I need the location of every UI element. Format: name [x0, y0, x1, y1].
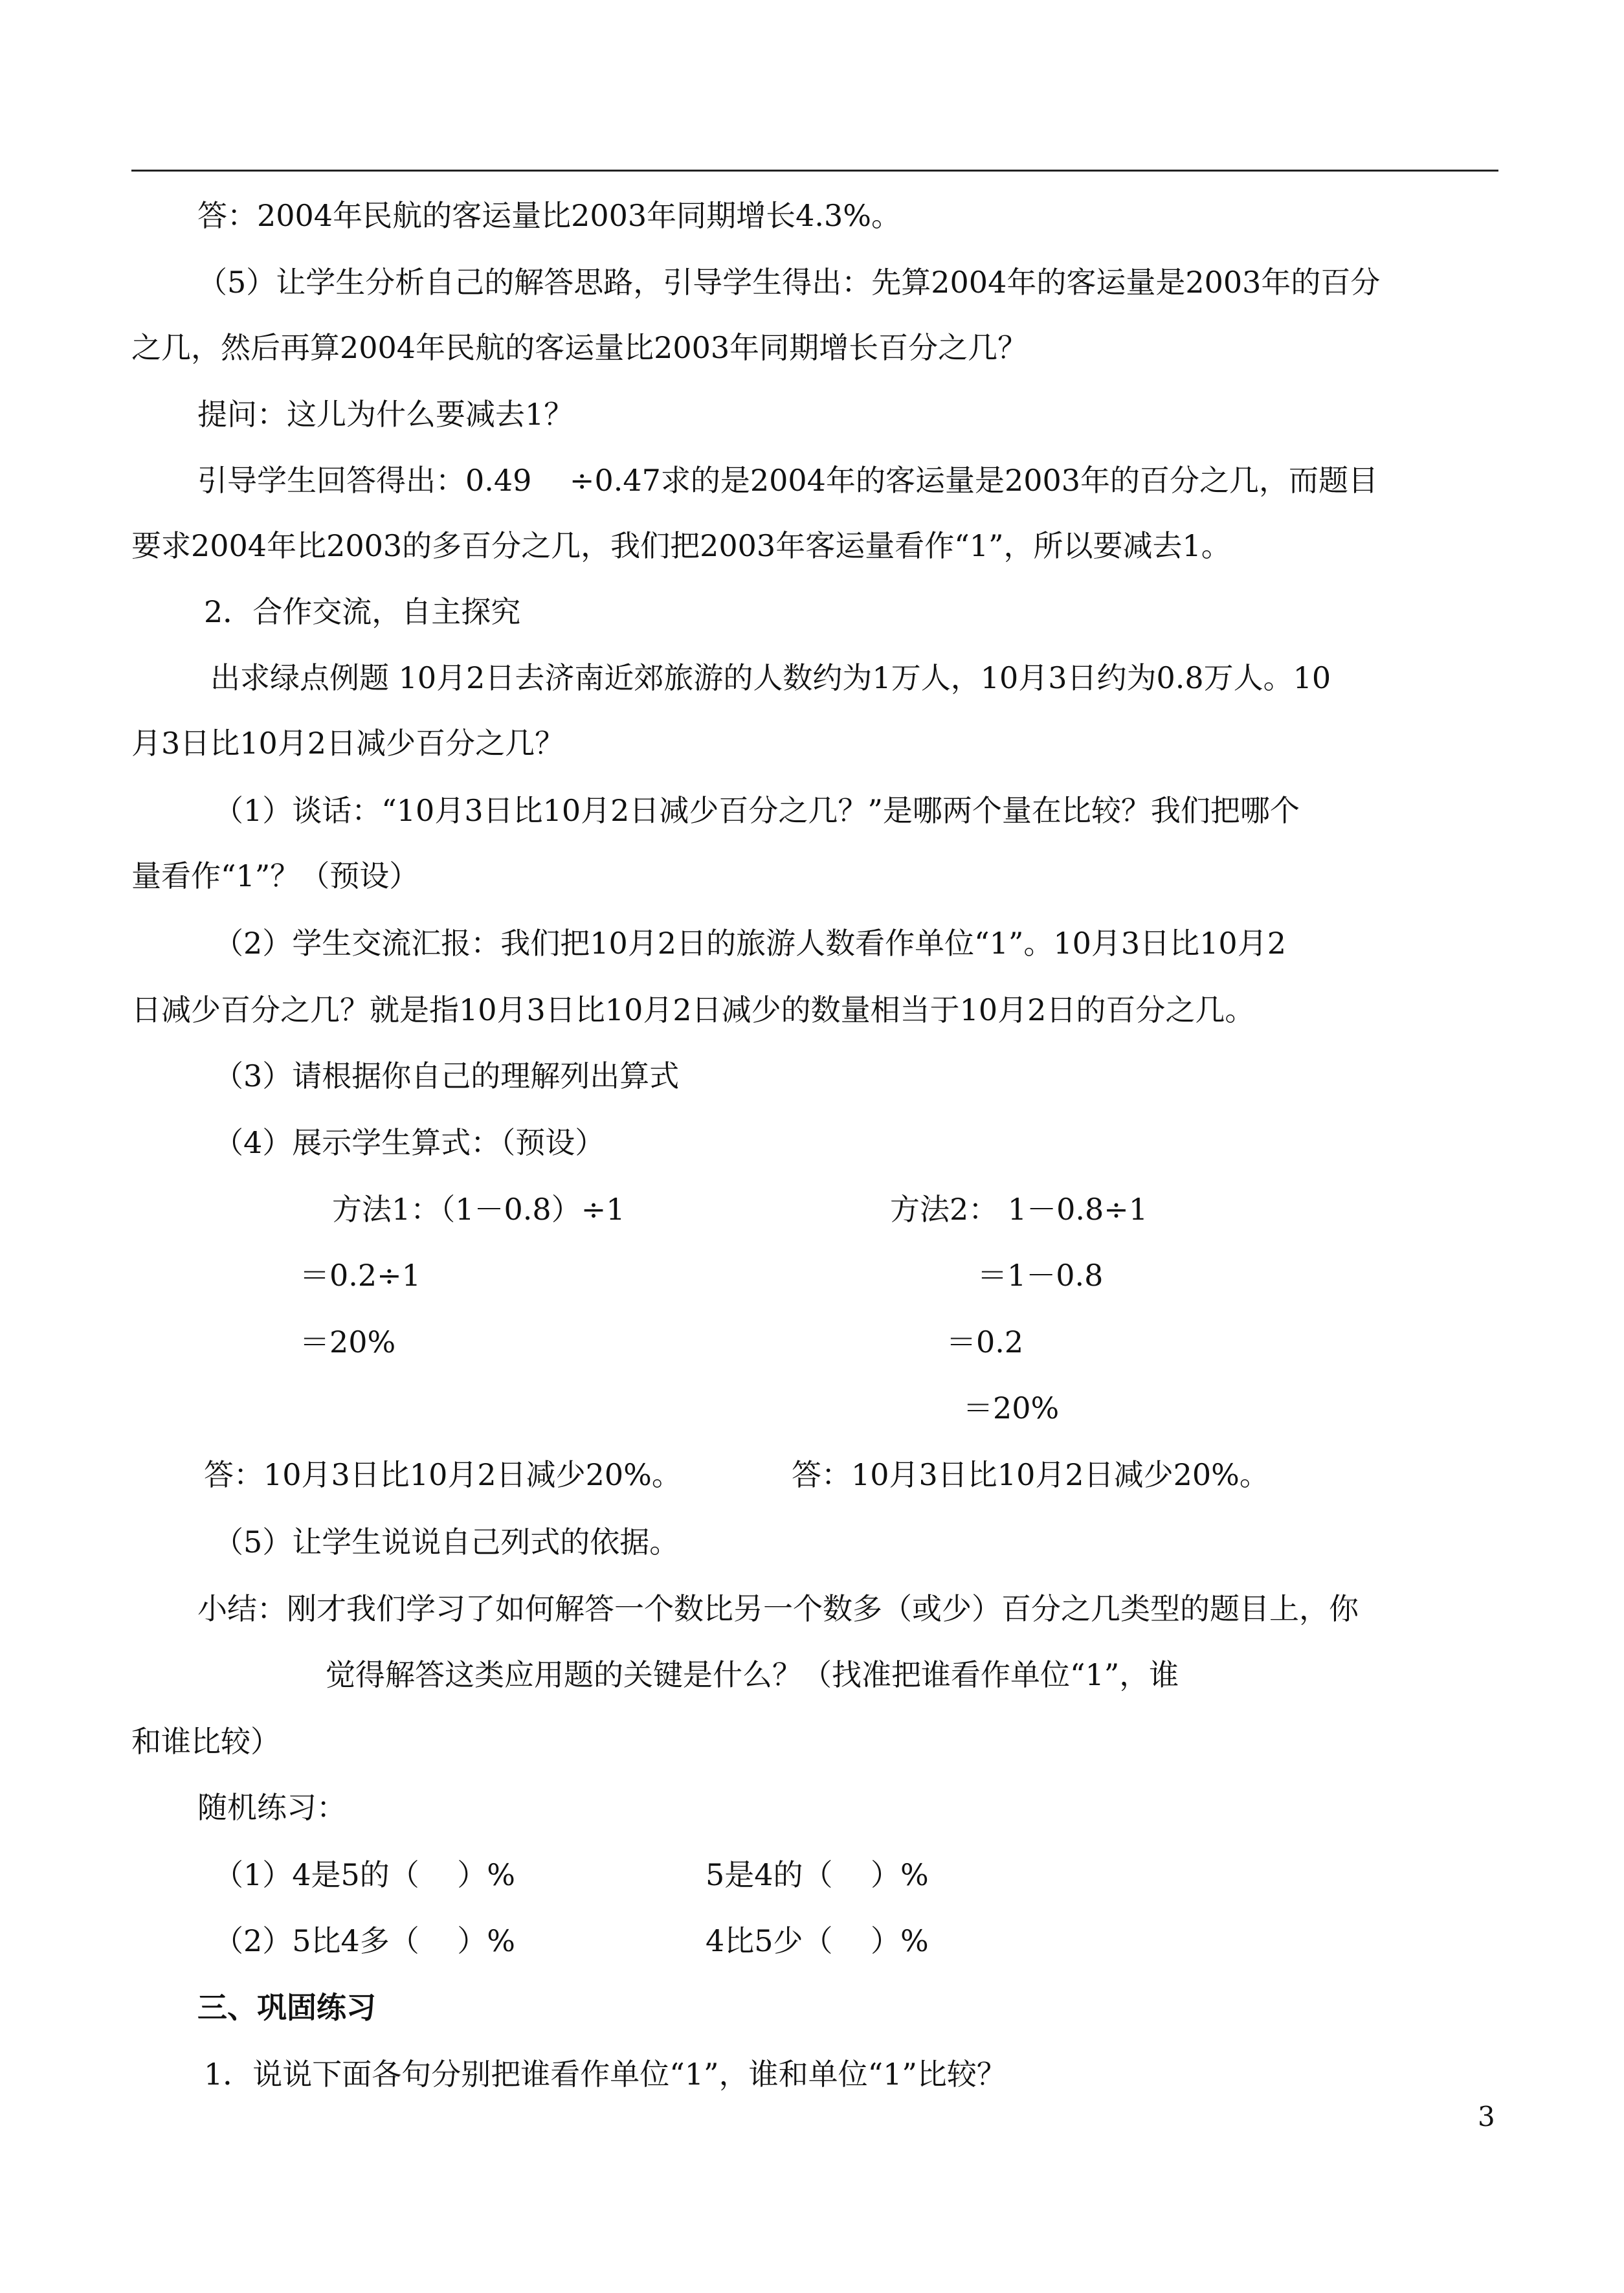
subheading: 2．合作交流，自主探究: [204, 594, 521, 629]
method2-step: ＝0.2: [946, 1325, 1024, 1359]
paragraph-line: 引导学生回答得出：0.49 ÷0.47求的是2004年的客运量是2003年的百分之几，而题目: [197, 463, 1379, 498]
method1-step: ＝0.2÷1: [300, 1258, 421, 1293]
method2-step: ＝20%: [963, 1391, 1060, 1426]
header-rule: [131, 170, 1498, 172]
method1-answer: 答：10月3日比10月2日减少20%。: [204, 1457, 682, 1492]
paragraph-line: （2）学生交流汇报：我们把10月2日的旅游人数看作单位“1”。10月3日比10月2: [214, 926, 1286, 961]
paragraph-line: （5）让学生分析自己的解答思路，引导学生得出：先算2004年的客运量是2003年的百分: [197, 265, 1381, 300]
summary-line: 觉得解答这类应用题的关键是什么？（找准把谁看作单位“1”，谁: [326, 1657, 1179, 1692]
method2-step: ＝1－0.8: [977, 1258, 1104, 1293]
paragraph-line: 之几，然后再算2004年民航的客运量比2003年同期增长百分之几？: [131, 330, 1028, 365]
paragraph-line: 日减少百分之几？就是指10月3日比10月2日减少的数量相当于10月2日的百分之几。: [131, 992, 1255, 1027]
method1-step: ＝20%: [300, 1325, 396, 1359]
paragraph-line: 量看作“1”？（预设）: [131, 858, 419, 893]
summary-line: 和谁比较）: [131, 1724, 280, 1759]
paragraph-line: 出求绿点例题 10月2日去济南近郊旅游的人数约为1万人，10月3日约为0.8万人。10: [210, 660, 1331, 695]
paragraph-line: 要求2004年比2003的多百分之几，我们把2003年客运量看作“1”，所以要减去1。: [131, 528, 1231, 563]
paragraph-line: （4）展示学生算式：（预设）: [214, 1125, 605, 1160]
paragraph-line: （3）请根据你自己的理解列出算式: [214, 1058, 680, 1093]
exercise-item: （2）5比4多（ ）%: [214, 1923, 515, 1958]
exercise-item: 4比5少（ ）%: [706, 1923, 929, 1958]
page-number: 3: [1478, 2101, 1495, 2132]
paragraph-line: （5）让学生说说自己列式的依据。: [214, 1525, 680, 1560]
answer-line: 答：2004年民航的客运量比2003年同期增长4.3%。: [197, 198, 901, 233]
section-heading: 三、巩固练习: [197, 1990, 376, 2025]
method2-answer: 答：10月3日比10月2日减少20%。: [792, 1457, 1269, 1492]
method2-title: 方法2： 1－0.8÷1: [890, 1192, 1148, 1227]
exercise-item: （1）4是5的（ ）%: [214, 1857, 515, 1892]
paragraph-line: 1．说说下面各句分别把谁看作单位“1”，谁和单位“1”比较？: [204, 2057, 1007, 2092]
paragraph-line: （1）谈话：“10月3日比10月2日减少百分之几？”是哪两个量在比较？我们把哪个: [214, 793, 1300, 828]
paragraph-line: 月3日比10月2日减少百分之几？: [131, 726, 565, 761]
summary-line: 小结：刚才我们学习了如何解答一个数比另一个数多（或少）百分之几类型的题目上，你: [197, 1591, 1359, 1626]
exercise-heading: 随机练习：: [197, 1790, 346, 1825]
question-line: 提问：这儿为什么要减去1？: [197, 397, 574, 432]
method1-title: 方法1：（1－0.8）÷1: [332, 1192, 625, 1227]
exercise-item: 5是4的（ ）%: [706, 1857, 929, 1892]
